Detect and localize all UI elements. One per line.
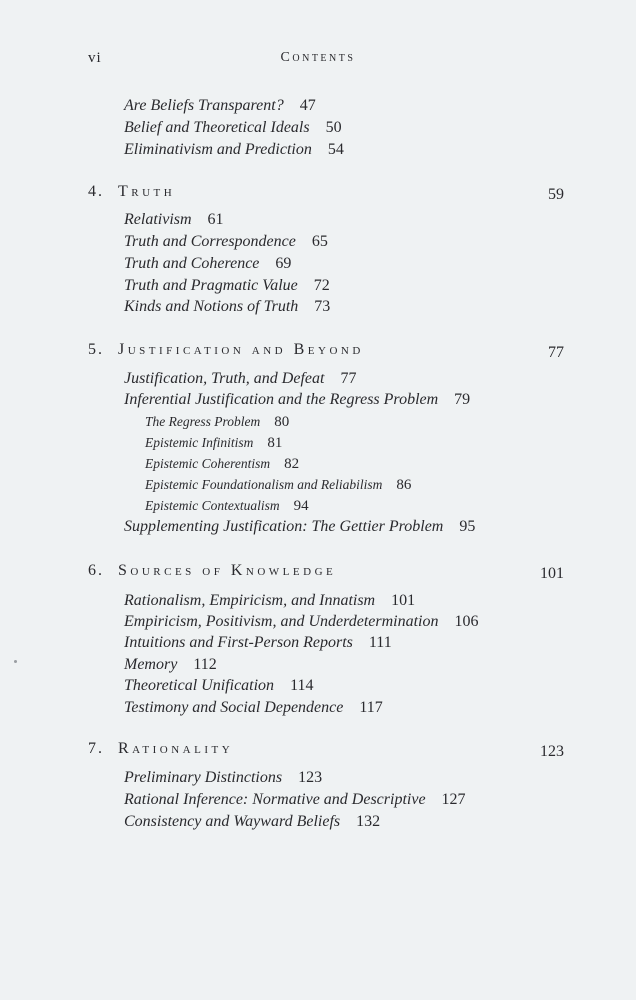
chapter-heading[interactable] bbox=[88, 183, 175, 201]
toc-subentry[interactable] bbox=[145, 414, 289, 431]
running-head: Contents bbox=[280, 50, 356, 65]
toc-entry[interactable] bbox=[124, 277, 330, 295]
toc-entry[interactable] bbox=[124, 656, 217, 674]
entry-title: Truth and Coherence bbox=[124, 255, 260, 272]
chapter-number: 5. bbox=[88, 341, 104, 358]
page-header bbox=[0, 50, 636, 70]
chapter-title: Rationality bbox=[118, 740, 234, 757]
toc-subentry[interactable] bbox=[145, 456, 299, 473]
page-folio: vi bbox=[88, 50, 102, 66]
entry-title: Preliminary Distinctions bbox=[124, 769, 283, 786]
entry-title: Eliminativism and Prediction bbox=[124, 141, 312, 158]
entry-page: 101 bbox=[391, 592, 416, 609]
toc-subentry[interactable] bbox=[145, 498, 309, 515]
entry-title: Rational Inference: Normative and Descriptive bbox=[124, 791, 426, 808]
entry-title: Inferential Justification and the Regress Problem bbox=[124, 391, 439, 408]
chapter-heading[interactable] bbox=[88, 341, 364, 359]
toc-subentry[interactable] bbox=[145, 435, 282, 452]
entry-page: 54 bbox=[327, 141, 344, 158]
toc-entry[interactable] bbox=[124, 791, 466, 809]
toc-entry[interactable] bbox=[124, 141, 344, 159]
entry-page: 69 bbox=[275, 255, 292, 272]
chapter-heading[interactable] bbox=[88, 740, 233, 758]
entry-page: 123 bbox=[298, 769, 323, 786]
toc-entry[interactable] bbox=[124, 613, 479, 631]
entry-page: 73 bbox=[314, 298, 331, 315]
chapter-page: 123 bbox=[540, 743, 564, 760]
entry-title: The Regress Problem bbox=[145, 414, 261, 429]
entry-title: Epistemic Infinitism bbox=[145, 435, 254, 450]
entry-page: 47 bbox=[299, 97, 316, 114]
entry-title: Supplementing Justification: The Gettier Problem bbox=[124, 518, 444, 535]
toc-entry[interactable] bbox=[124, 677, 313, 695]
entry-page: 79 bbox=[454, 391, 471, 408]
chapter-title: Justification and Beyond bbox=[118, 341, 364, 358]
chapter-page: 101 bbox=[540, 565, 564, 582]
entry-title: Truth and Correspondence bbox=[124, 233, 296, 250]
entry-page: 86 bbox=[396, 477, 412, 493]
toc-entry[interactable] bbox=[124, 211, 224, 229]
entry-title: Consistency and Wayward Beliefs bbox=[124, 813, 341, 830]
toc-entry[interactable] bbox=[124, 97, 316, 115]
chapter-title: Truth bbox=[118, 183, 176, 200]
entry-page: 132 bbox=[356, 813, 381, 830]
entry-page: 81 bbox=[267, 435, 283, 451]
entry-page: 117 bbox=[359, 699, 383, 716]
entry-title: Epistemic Foundationalism and Reliabilism bbox=[145, 477, 383, 492]
entry-title: Justification, Truth, and Defeat bbox=[124, 370, 325, 387]
chapter-title: Sources of Knowledge bbox=[118, 562, 337, 579]
chapter-page: 59 bbox=[548, 186, 564, 203]
entry-title: Memory bbox=[124, 656, 178, 673]
entry-page: 127 bbox=[441, 791, 466, 808]
toc-entry[interactable] bbox=[124, 298, 330, 316]
chapter-number: 4. bbox=[88, 183, 104, 200]
entry-page: 65 bbox=[311, 233, 328, 250]
entry-title: Truth and Pragmatic Value bbox=[124, 277, 298, 294]
entry-title: Relativism bbox=[124, 211, 192, 228]
entry-title: Epistemic Coherentism bbox=[145, 456, 271, 471]
toc-entry[interactable] bbox=[124, 769, 322, 787]
entry-page: 106 bbox=[454, 613, 479, 630]
entry-page: 50 bbox=[325, 119, 342, 136]
toc-entry[interactable] bbox=[124, 813, 380, 831]
toc-entry[interactable] bbox=[124, 255, 291, 273]
toc-entry[interactable] bbox=[124, 391, 470, 409]
toc-entry[interactable] bbox=[124, 233, 328, 251]
entry-title: Epistemic Contextualism bbox=[145, 498, 280, 513]
toc-entry[interactable] bbox=[124, 592, 415, 610]
toc-entry[interactable] bbox=[124, 518, 475, 536]
entry-page: 72 bbox=[313, 277, 330, 294]
toc-entry[interactable] bbox=[124, 699, 383, 717]
entry-title: Testimony and Social Dependence bbox=[124, 699, 344, 716]
entry-page: 80 bbox=[274, 414, 290, 430]
entry-page: 94 bbox=[293, 498, 309, 514]
entry-title: Theoretical Unification bbox=[124, 677, 275, 694]
chapter-page: 77 bbox=[548, 344, 564, 361]
toc-entry[interactable] bbox=[124, 634, 392, 652]
toc-entry[interactable] bbox=[124, 370, 356, 388]
entry-title: Belief and Theoretical Ideals bbox=[124, 119, 310, 136]
entry-page: 61 bbox=[207, 211, 224, 228]
entry-title: Intuitions and First-Person Reports bbox=[124, 634, 353, 651]
chapter-number: 7. bbox=[88, 740, 104, 757]
chapter-number: 6. bbox=[88, 562, 104, 579]
entry-page: 114 bbox=[290, 677, 314, 694]
entry-page: 111 bbox=[368, 634, 392, 651]
entry-page: 82 bbox=[284, 456, 300, 472]
entry-page: 112 bbox=[193, 656, 217, 673]
entry-title: Rationalism, Empiricism, and Innatism bbox=[124, 592, 376, 609]
entry-title: Kinds and Notions of Truth bbox=[124, 298, 299, 315]
entry-page: 77 bbox=[340, 370, 357, 387]
chapter-heading[interactable] bbox=[88, 562, 336, 580]
entry-title: Are Beliefs Transparent? bbox=[124, 97, 284, 114]
toc-entry[interactable] bbox=[124, 119, 342, 137]
paper-speck bbox=[14, 660, 17, 663]
toc-subentry[interactable] bbox=[145, 477, 411, 494]
entry-page: 95 bbox=[459, 518, 476, 535]
entry-title: Empiricism, Positivism, and Underdetermination bbox=[124, 613, 439, 630]
